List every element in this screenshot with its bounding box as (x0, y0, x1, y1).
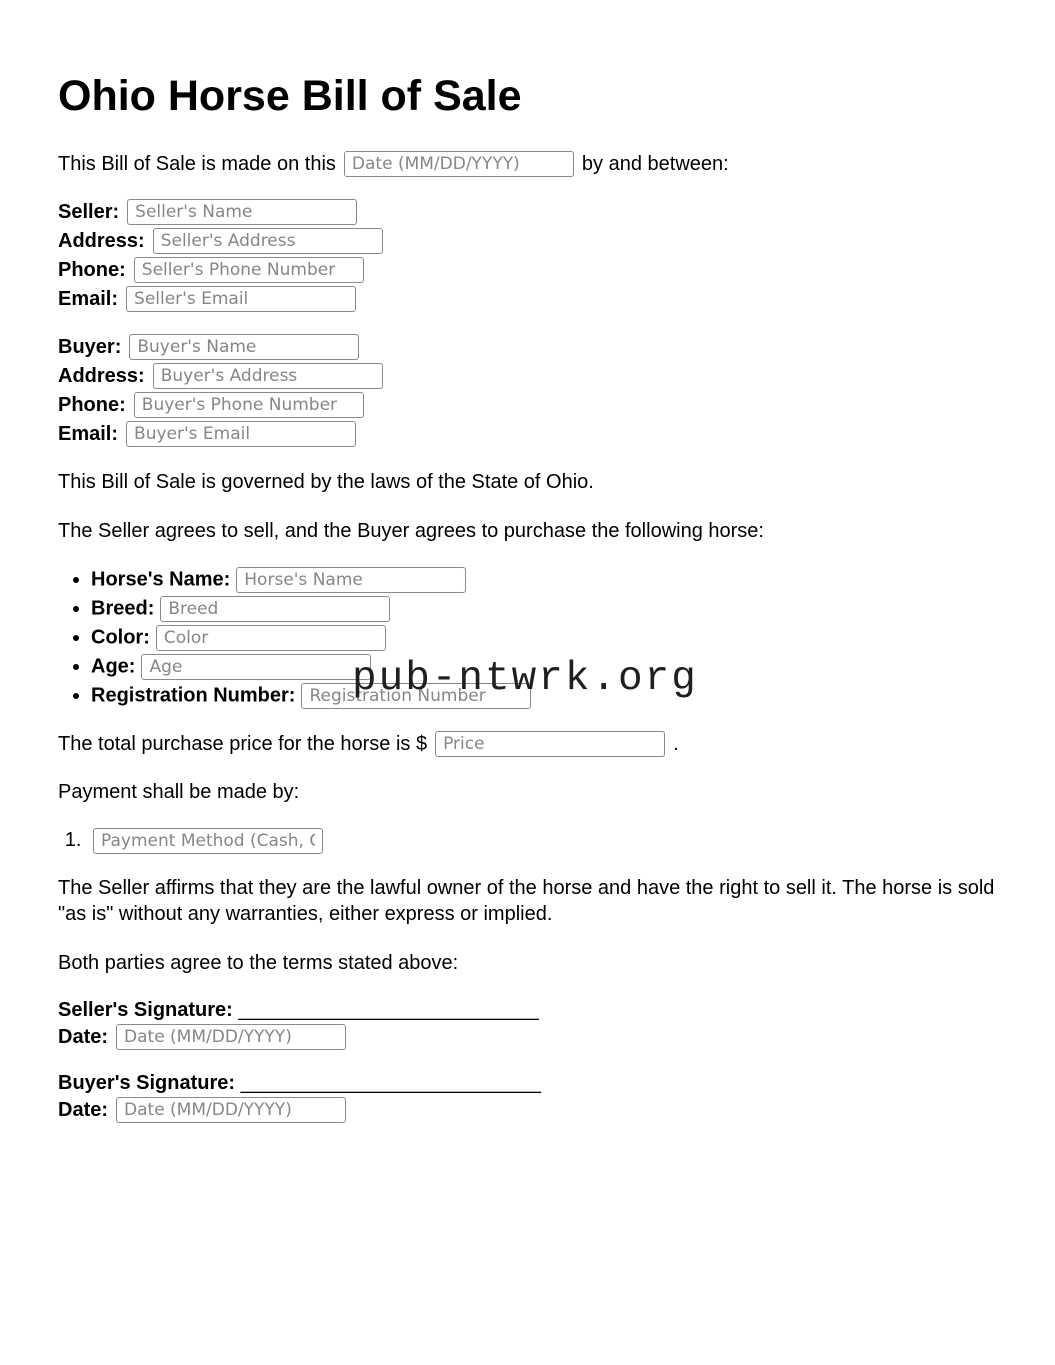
seller-block (58, 199, 997, 312)
seller-signature-label: Seller's Signature: (58, 999, 233, 1021)
seller-address-row (58, 228, 997, 254)
horse-registration-input[interactable] (301, 683, 531, 709)
payment-method-input[interactable] (93, 828, 323, 854)
seller-phone-label: Phone: (58, 258, 126, 281)
seller-address-label: Address: (58, 229, 145, 252)
horse-age-label: Age: (91, 655, 136, 678)
buyer-email-label: Email: (58, 422, 119, 445)
buyer-date-row (58, 1097, 997, 1123)
horse-color-item (91, 625, 997, 651)
made-on-date-input[interactable] (344, 151, 574, 177)
seller-signature-row (58, 999, 997, 1022)
buyer-name-input[interactable] (129, 334, 359, 360)
horse-breed-input[interactable] (160, 596, 390, 622)
agreement-paragraph: The Seller agrees to sell, and the Buyer agrees to purchase the following horse: (58, 520, 764, 542)
buyer-block (58, 334, 997, 447)
buyer-email-row (58, 421, 997, 447)
horse-name-item (91, 567, 997, 593)
buyer-signature-line: ___________________________ (240, 1072, 541, 1094)
horse-age-item (91, 654, 997, 680)
horse-name-label: Horse's Name: (91, 568, 231, 591)
buyer-name-row (58, 334, 997, 360)
seller-date-input[interactable] (116, 1024, 346, 1050)
seller-date-label: Date: (58, 1025, 109, 1048)
intro-line (58, 151, 997, 177)
buyer-address-label: Address: (58, 364, 145, 387)
governing-law-paragraph: This Bill of Sale is governed by the laws of the State of Ohio. (58, 471, 594, 493)
horse-breed-label: Breed: (91, 597, 155, 620)
buyer-phone-label: Phone: (58, 393, 126, 416)
price-input[interactable] (435, 731, 665, 757)
buyer-address-input[interactable] (153, 363, 383, 389)
seller-email-row (58, 286, 997, 312)
seller-email-label: Email: (58, 287, 119, 310)
agree-terms-paragraph: Both parties agree to the terms stated above: (58, 952, 459, 974)
horse-name-input[interactable] (236, 567, 466, 593)
price-text-after: . (673, 732, 679, 755)
seller-date-row (58, 1024, 997, 1050)
horse-breed-item (91, 596, 997, 622)
seller-name-row (58, 199, 997, 225)
buyer-phone-input[interactable] (134, 392, 364, 418)
buyer-signature-row (58, 1072, 997, 1095)
watermark: pub-ntwrk.org (352, 656, 698, 702)
intro-text-before: This Bill of Sale is made on this (58, 152, 336, 175)
buyer-address-row (58, 363, 997, 389)
seller-label: Seller: (58, 200, 120, 223)
seller-signature-block (58, 999, 997, 1050)
price-line (58, 731, 997, 757)
payment-method-item (87, 828, 997, 854)
seller-email-input[interactable] (126, 286, 356, 312)
seller-name-input[interactable] (127, 199, 357, 225)
payment-method-list (58, 828, 997, 854)
horse-color-input[interactable] (156, 625, 386, 651)
price-text-before: The total purchase price for the horse is $ (58, 732, 428, 755)
horse-color-label: Color: (91, 626, 150, 649)
affirmation-paragraph: The Seller affirms that they are the lawful owner of the horse and have the right to sell it. The horse is sold "as is" without any warranties, either express or implied. (58, 877, 995, 925)
buyer-signature-label: Buyer's Signature: (58, 1072, 236, 1094)
payment-heading: Payment shall be made by: (58, 781, 300, 803)
seller-phone-input[interactable] (134, 257, 364, 283)
buyer-phone-row (58, 392, 997, 418)
horse-age-input[interactable] (141, 654, 371, 680)
buyer-date-input[interactable] (116, 1097, 346, 1123)
horse-registration-label: Registration Number: (91, 684, 296, 707)
page-title: Ohio Horse Bill of Sale (58, 72, 522, 120)
buyer-signature-block (58, 1072, 997, 1123)
buyer-date-label: Date: (58, 1098, 109, 1121)
seller-address-input[interactable] (153, 228, 383, 254)
buyer-email-input[interactable] (126, 421, 356, 447)
intro-text-after: by and between: (581, 152, 729, 175)
seller-signature-line: ___________________________ (238, 999, 539, 1021)
buyer-label: Buyer: (58, 335, 122, 358)
seller-phone-row (58, 257, 997, 283)
horse-details-list (58, 567, 997, 709)
horse-registration-item (91, 683, 997, 709)
